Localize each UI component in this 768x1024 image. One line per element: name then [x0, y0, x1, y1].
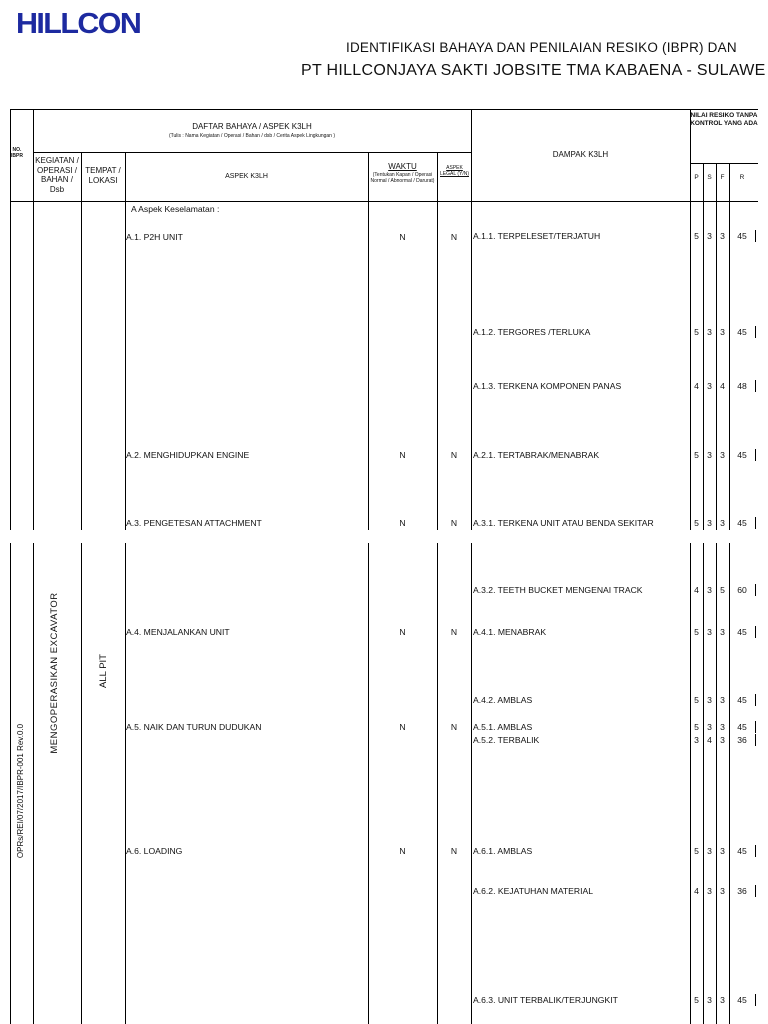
grid-line	[703, 163, 704, 530]
aspek-label: A.4. MENJALANKAN UNIT	[126, 627, 230, 637]
r-value: 45	[737, 695, 747, 705]
document-subtitle: PT HILLCONJAYA SAKTI JOBSITE TMA KABAENA - SULAWE	[301, 62, 766, 79]
dampak-label: A.6.1. AMBLAS	[473, 846, 533, 856]
cell-border	[755, 885, 756, 897]
col-waktu-note: (Tentukan Kapan / Operasi Normal / Abnormal / Darurat)	[370, 172, 435, 184]
dampak-label: A.6.3. UNIT TERBALIK/TERJUNGKIT	[473, 995, 618, 1005]
kegiatan-value: MENGOPERASIKAN EXCAVATOR	[49, 592, 60, 754]
f-value: 3	[720, 735, 725, 745]
dampak-label: A.1.2. TERGORES /TERLUKA	[473, 327, 591, 337]
legal-value: N	[450, 450, 458, 460]
s-value: 3	[707, 585, 712, 595]
dampak-label: A.2.1. TERTABRAK/MENABRAK	[473, 450, 600, 460]
r-value: 45	[737, 518, 747, 528]
r-value: 36	[737, 735, 747, 745]
grid-line	[703, 543, 704, 1024]
grid-line	[81, 543, 82, 1024]
col-daftar-bahaya: DAFTAR BAHAYA / ASPEK K3LH	[192, 122, 312, 131]
p-value: 5	[694, 995, 699, 1005]
cell-border	[755, 626, 756, 638]
grid-line	[690, 109, 691, 530]
grid-line	[33, 543, 34, 1024]
r-value: 36	[737, 886, 747, 896]
r-value: 45	[737, 231, 747, 241]
grid-line	[716, 543, 717, 1024]
grid-line	[471, 109, 472, 530]
f-value: 3	[720, 231, 725, 241]
dampak-label: A.3.1. TERKENA UNIT ATAU BENDA SEKITAR	[473, 518, 654, 528]
waktu-value: N	[399, 846, 406, 856]
cell-border	[755, 694, 756, 706]
s-value: 3	[707, 627, 712, 637]
dampak-label: A.5.1. AMBLAS	[473, 722, 533, 732]
waktu-value: N	[399, 232, 406, 242]
waktu-value: N	[399, 518, 406, 528]
r-value: 45	[737, 722, 747, 732]
col-dampak-k3lh: DAMPAK K3LH	[552, 150, 609, 159]
col-tempat: TEMPAT / LOKASI	[85, 166, 121, 185]
s-value: 3	[707, 995, 712, 1005]
p-value: 5	[694, 846, 699, 856]
company-logo: HILLCON	[16, 8, 141, 40]
p-value: 5	[694, 627, 699, 637]
p-value: 5	[694, 518, 699, 528]
p-value: 5	[694, 327, 699, 337]
cell-border	[755, 584, 756, 596]
col-r: R	[739, 174, 745, 181]
col-aspek-legal: ASPEK LEGAL (Y/N)	[440, 165, 469, 177]
f-value: 3	[720, 722, 725, 732]
cell-border	[755, 326, 756, 338]
document-title: IDENTIFIKASI BAHAYA DAN PENILAIAN RESIKO (IBPR) DAN	[346, 40, 737, 55]
cell-border	[755, 845, 756, 857]
grid-line	[10, 543, 11, 1024]
f-value: 3	[720, 627, 725, 637]
f-value: 3	[720, 695, 725, 705]
legal-value: N	[450, 627, 458, 637]
dampak-label: A.5.2. TERBALIK	[473, 735, 540, 745]
doc-code: OPRs/REI/07/2017/IBPR-001 Rev.0.0	[16, 723, 25, 859]
s-value: 3	[707, 450, 712, 460]
grid-line	[125, 152, 126, 530]
grid-line	[437, 152, 438, 530]
p-value: 5	[694, 231, 699, 241]
dampak-label: A.1.1. TERPELESET/TERJATUH	[473, 231, 601, 241]
s-value: 3	[707, 886, 712, 896]
col-s: S	[707, 174, 712, 181]
f-value: 4	[720, 381, 725, 391]
r-value: 45	[737, 846, 747, 856]
legal-value: N	[450, 722, 458, 732]
s-value: 3	[707, 846, 712, 856]
aspek-label: A.2. MENGHIDUPKAN ENGINE	[126, 450, 250, 460]
dampak-label: A.4.1. MENABRAK	[473, 627, 547, 637]
f-value: 3	[720, 327, 725, 337]
p-value: 3	[694, 735, 699, 745]
section-label: A Aspek Keselamatan :	[131, 204, 220, 214]
p-value: 5	[694, 722, 699, 732]
s-value: 3	[707, 381, 712, 391]
f-value: 3	[720, 995, 725, 1005]
grid-line	[368, 543, 369, 1024]
grid-line	[690, 543, 691, 1024]
cell-border	[755, 721, 756, 733]
s-value: 3	[707, 231, 712, 241]
aspek-label: A.3. PENGETESAN ATTACHMENT	[126, 518, 262, 528]
f-value: 3	[720, 846, 725, 856]
col-no-ibpr: NO. IBPR	[11, 147, 23, 159]
col-f: F	[720, 174, 725, 181]
col-p: P	[694, 174, 699, 181]
col-kegiatan: KEGIATAN / OPERASI / BAHAN / Dsb	[35, 156, 79, 194]
r-value: 45	[737, 327, 747, 337]
aspek-label: A.5. NAIK DAN TURUN DUDUKAN	[126, 722, 262, 732]
r-value: 45	[737, 450, 747, 460]
dampak-label: A.1.3. TERKENA KOMPONEN PANAS	[473, 381, 622, 391]
aspek-label: A.1. P2H UNIT	[126, 232, 183, 242]
legal-value: N	[450, 846, 458, 856]
s-value: 4	[707, 735, 712, 745]
dampak-label: A.6.2. KEJATUHAN MATERIAL	[473, 886, 594, 896]
grid-line	[471, 543, 472, 1024]
grid-line	[368, 152, 369, 530]
r-value: 45	[737, 995, 747, 1005]
f-value: 5	[720, 585, 725, 595]
cell-border	[755, 449, 756, 461]
grid-line	[10, 109, 758, 110]
grid-line	[10, 201, 758, 202]
grid-line	[729, 543, 730, 1024]
r-value: 45	[737, 627, 747, 637]
p-value: 4	[694, 381, 699, 391]
cell-border	[755, 734, 756, 746]
s-value: 3	[707, 518, 712, 528]
p-value: 4	[694, 585, 699, 595]
aspek-label: A.6. LOADING	[126, 846, 183, 856]
cell-border	[755, 230, 756, 242]
col-daftar-note: (Tulis : Nama Kegiatan / Operasi / Bahan / dsb / Cerita Aspek Lingkungan )	[168, 133, 335, 139]
grid-line	[125, 543, 126, 1024]
legal-value: N	[450, 518, 458, 528]
grid-line	[690, 163, 758, 164]
waktu-value: N	[399, 450, 406, 460]
waktu-value: N	[399, 722, 406, 732]
f-value: 3	[720, 886, 725, 896]
dampak-label: A.4.2. AMBLAS	[473, 695, 533, 705]
p-value: 5	[694, 450, 699, 460]
f-value: 3	[720, 518, 725, 528]
cell-border	[755, 517, 756, 529]
legal-value: N	[450, 232, 458, 242]
p-value: 5	[694, 695, 699, 705]
grid-line	[81, 152, 82, 530]
grid-line	[729, 163, 730, 530]
col-nilai-resiko: NILAI RESIKO TANPA KONTROL YANG ADA	[690, 112, 758, 127]
cell-border	[755, 380, 756, 392]
col-aspek-k3lh: ASPEK K3LH	[225, 173, 268, 180]
f-value: 3	[720, 450, 725, 460]
r-value: 60	[737, 585, 747, 595]
cell-border	[755, 994, 756, 1006]
dampak-label: A.3.2. TEETH BUCKET MENGENAI TRACK	[473, 585, 643, 595]
lokasi-value: ALL PIT	[98, 654, 109, 688]
s-value: 3	[707, 722, 712, 732]
grid-line	[716, 163, 717, 530]
grid-line	[10, 109, 11, 530]
grid-line	[33, 152, 471, 153]
p-value: 4	[694, 886, 699, 896]
grid-line	[437, 543, 438, 1024]
waktu-value: N	[399, 627, 406, 637]
r-value: 48	[737, 381, 747, 391]
s-value: 3	[707, 695, 712, 705]
s-value: 3	[707, 327, 712, 337]
col-waktu: WAKTU	[388, 162, 417, 171]
